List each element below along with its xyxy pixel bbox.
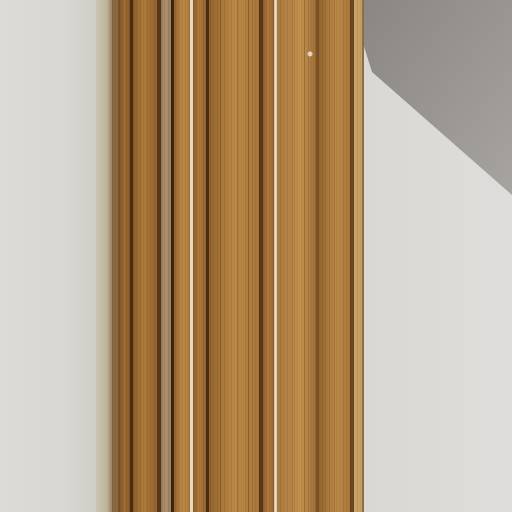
wall-left — [0, 0, 96, 512]
wooden-door-frame — [112, 0, 364, 512]
wall-shadow — [362, 0, 512, 512]
